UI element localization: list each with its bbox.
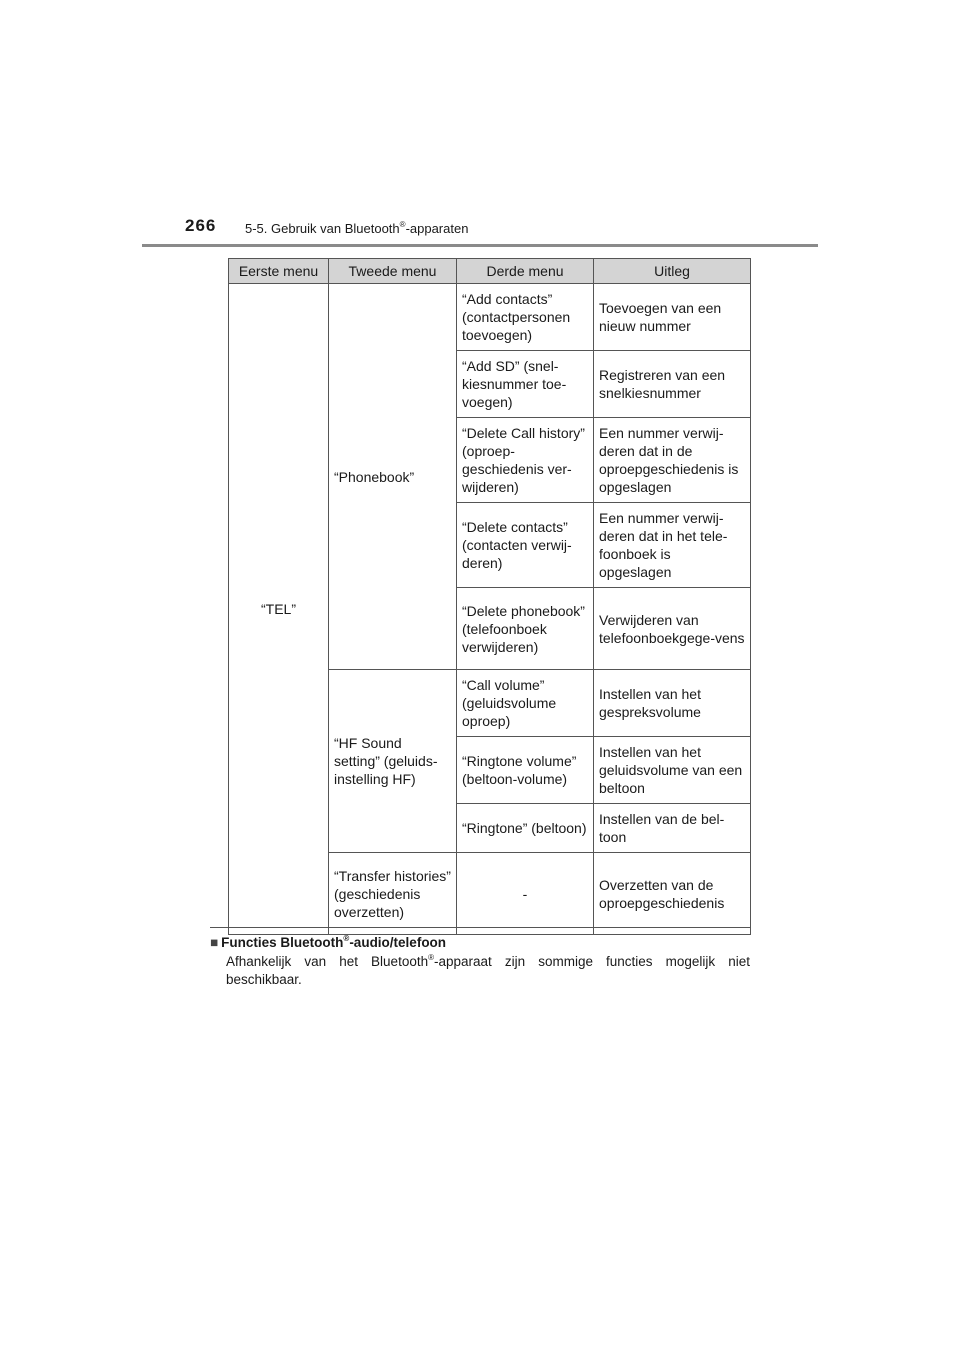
third-menu-cell: “Ringtone” (beltoon) (457, 804, 594, 853)
registered-mark: ® (343, 934, 350, 943)
square-bullet-icon: ■ (210, 935, 219, 950)
table-header-row (229, 259, 751, 284)
column-header: Eerste menu (229, 259, 329, 284)
explanation-cell: Overzetten van de oproepgeschiedenis (594, 853, 751, 935)
third-menu-cell: “Delete contacts” (contacten verwij-deren) (457, 503, 594, 588)
explanation-cell: Instellen van de bel-toon (594, 804, 751, 853)
third-menu-cell: “Add SD” (snel-kiesnummer toe-voegen) (457, 351, 594, 418)
third-menu-cell: “Delete Call history” (oproep-geschiedenis ver-wijderen) (457, 418, 594, 503)
registered-mark: ® (399, 220, 406, 229)
section-body (226, 953, 750, 989)
explanation-cell: Een nummer verwij-deren dat in de oproepgeschiedenis is opgeslagen (594, 418, 751, 503)
section-heading (210, 935, 446, 950)
header-rule (142, 244, 818, 247)
third-menu-cell: “Add contacts” (contactpersonen toevoegen) (457, 284, 594, 351)
third-menu-cell: “Call volume” (geluidsvolume oproep) (457, 670, 594, 737)
section-heading-suffix: -audio/telefoon (349, 935, 447, 950)
column-header: Uitleg (594, 259, 751, 284)
explanation-cell: Een nummer verwij-deren dat in het tele-foonboek is opgeslagen (594, 503, 751, 588)
third-menu-cell: “Ringtone volume” (beltoon-volume) (457, 737, 594, 804)
body-suffix: -apparaat zijn sommige functies mogelijk niet beschikbaar. (226, 954, 750, 987)
column-header: Tweede menu (329, 259, 457, 284)
second-menu-cell: “Phonebook” (329, 284, 457, 670)
page-number: 266 (185, 216, 217, 235)
explanation-cell: Registreren van een snelkiesnummer (594, 351, 751, 418)
second-menu-cell: “Transfer histories” (geschiedenis overzetten) (329, 853, 457, 935)
running-header (245, 221, 468, 236)
running-header-prefix: 5-5. Gebruik van Bluetooth (245, 221, 400, 236)
column-header: Derde menu (457, 259, 594, 284)
third-menu-cell: - (457, 853, 594, 935)
section-rule (210, 927, 750, 928)
registered-mark: ® (428, 953, 434, 962)
table-row (229, 284, 751, 351)
explanation-cell: Verwijderen van telefoonboekgege-vens (594, 588, 751, 670)
third-menu-cell: “Delete phonebook” (telefoonboek verwijderen) (457, 588, 594, 670)
explanation-cell: Instellen van het gespreksvolume (594, 670, 751, 737)
explanation-cell: Instellen van het geluidsvolume van een beltoon (594, 737, 751, 804)
section-heading-prefix: Functies Bluetooth (221, 935, 344, 950)
menu-table (228, 258, 751, 935)
first-menu-cell: “TEL” (229, 284, 329, 935)
body-prefix: Afhankelijk van het Bluetooth (226, 954, 429, 969)
running-header-suffix: -apparaten (405, 221, 469, 236)
second-menu-cell: “HF Sound setting” (geluids-instelling HF) (329, 670, 457, 853)
explanation-cell: Toevoegen van een nieuw nummer (594, 284, 751, 351)
